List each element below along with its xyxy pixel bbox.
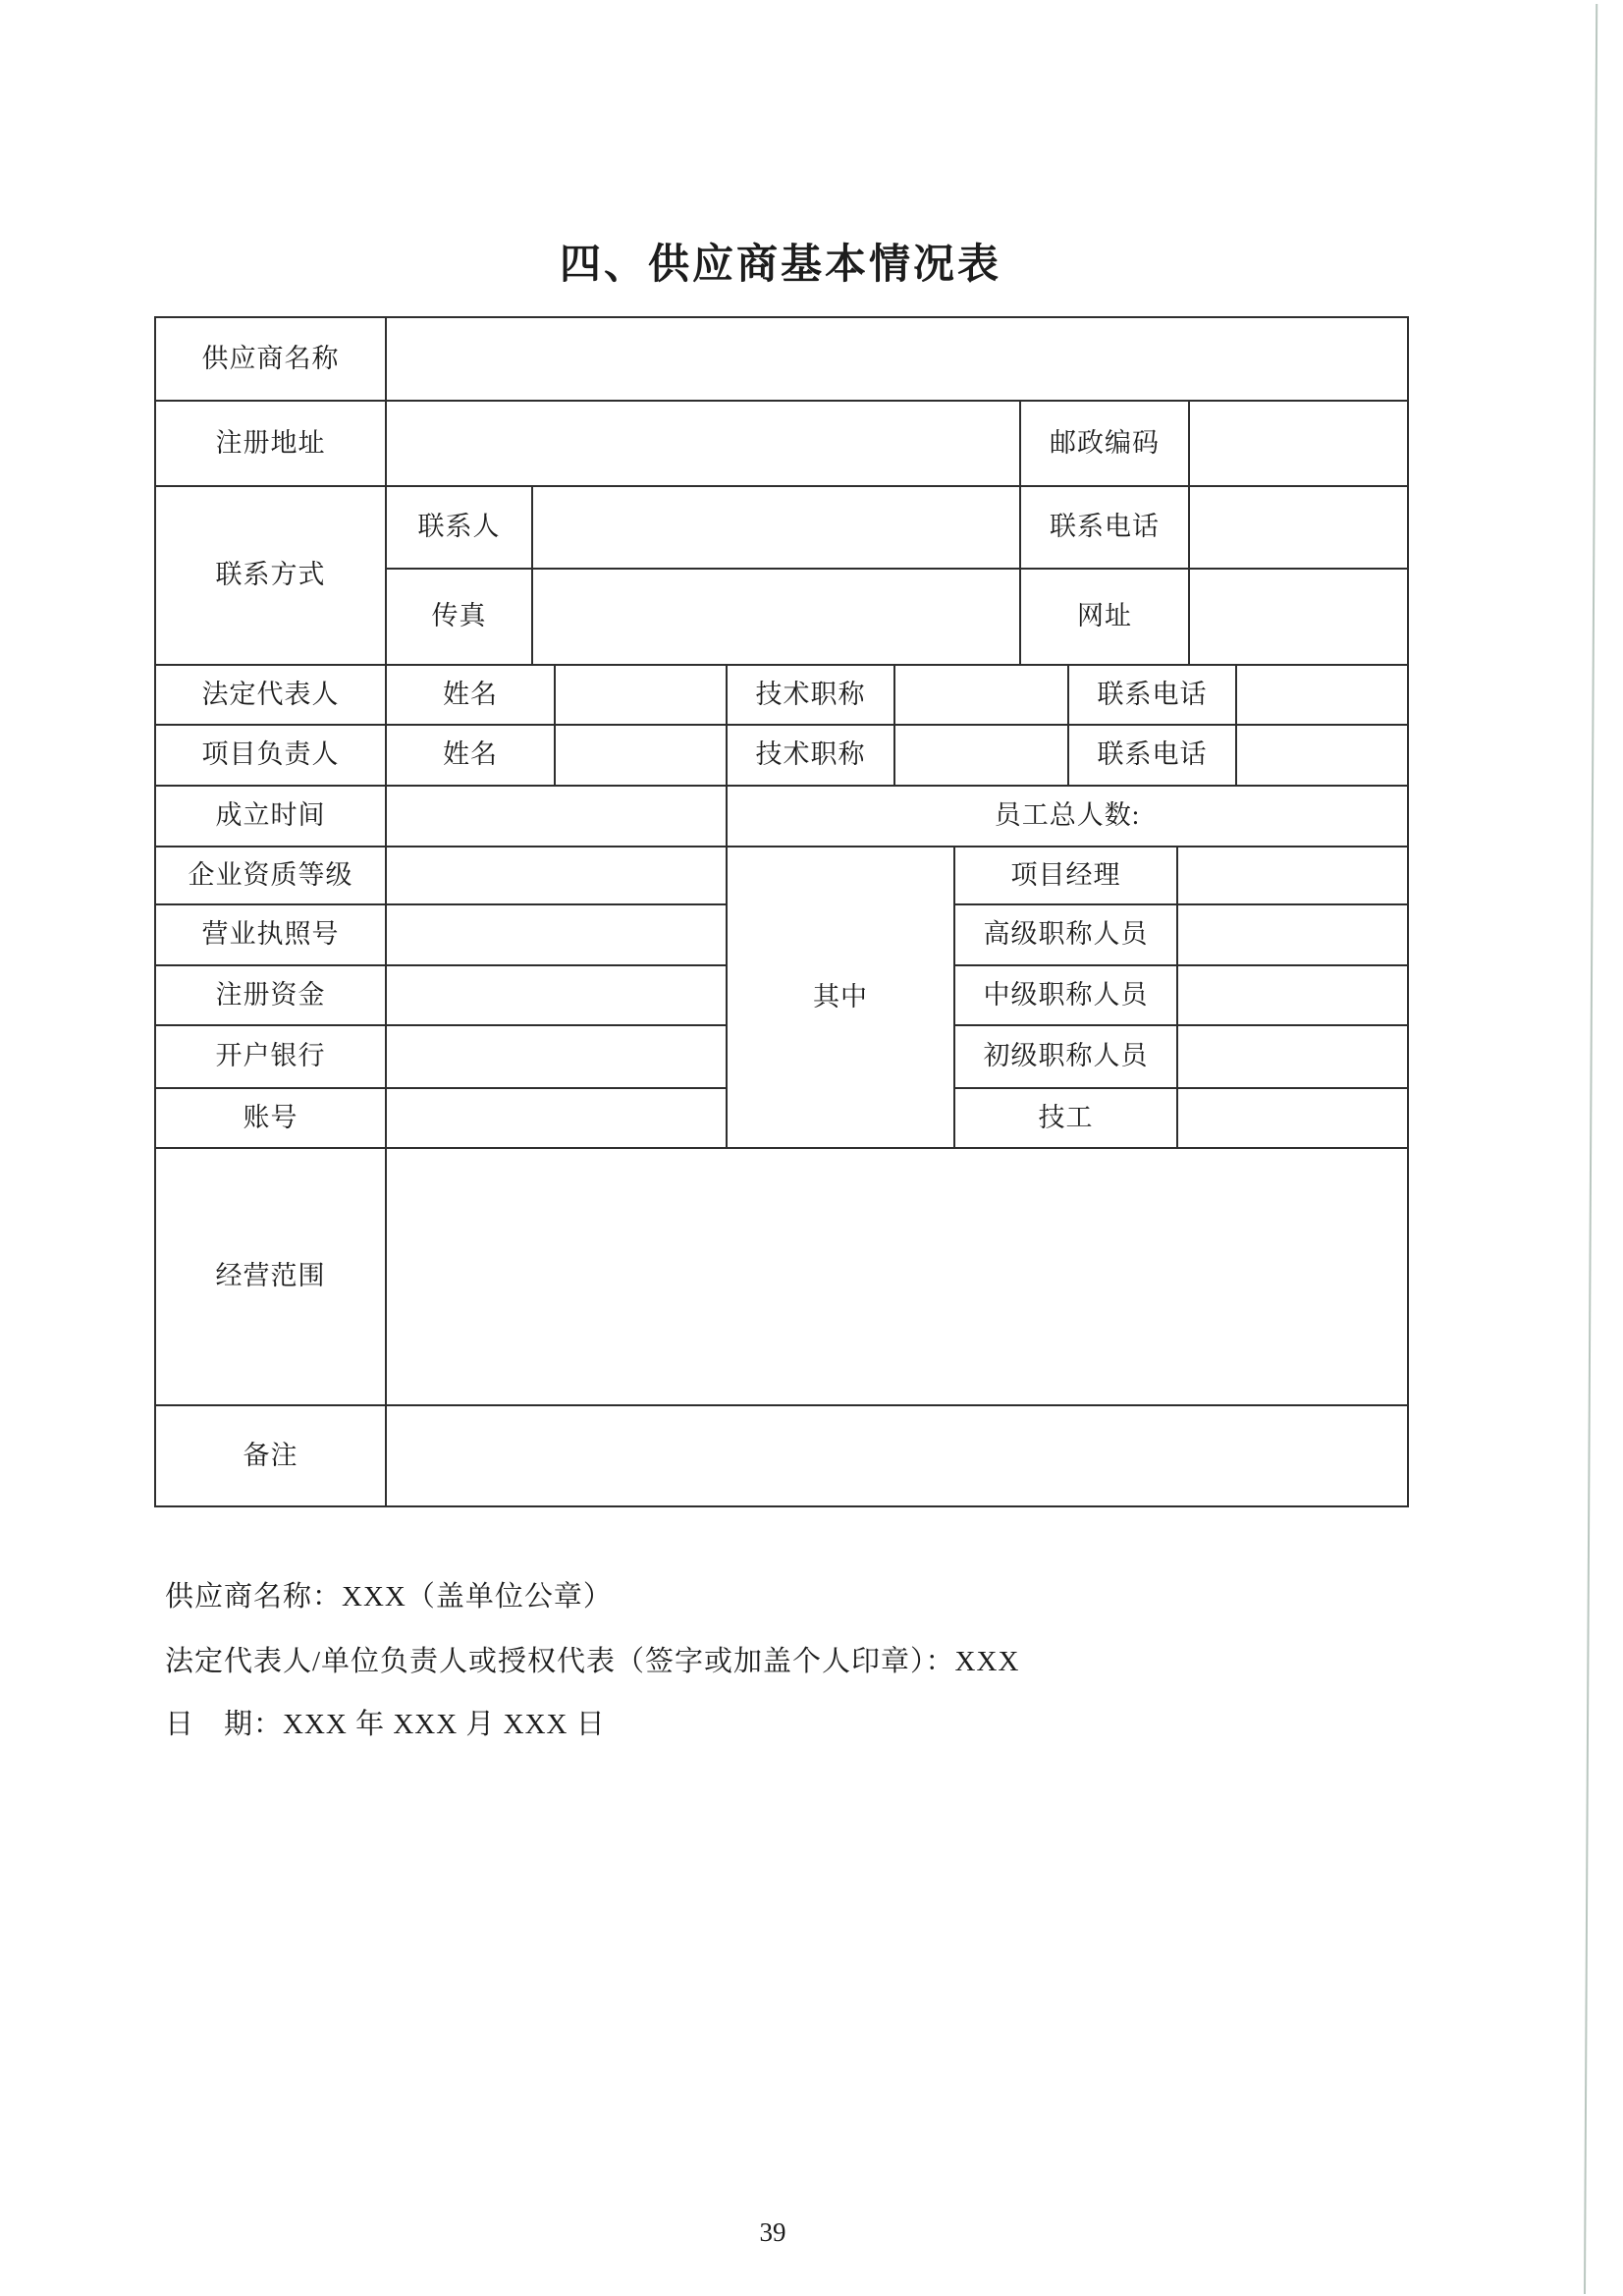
supplier-name-label: 供应商名称	[156, 318, 387, 402]
scan-artifact-line	[1584, 4, 1597, 2294]
registered-address-label: 注册地址	[156, 402, 387, 487]
among-which-label: 其中	[728, 847, 955, 1149]
supplier-name-value-cell	[387, 318, 1409, 402]
mid-title-staff-label: 中级职称人员	[955, 966, 1178, 1026]
fax-value-cell	[533, 570, 1021, 666]
bank-value-cell	[387, 1026, 728, 1089]
legal-rep-phone-label: 联系电话	[1069, 666, 1237, 726]
contact-phone-value-cell	[1190, 487, 1409, 570]
project-leader-title-value-cell	[895, 726, 1069, 787]
skilled-workers-value-cell	[1178, 1089, 1409, 1149]
enterprise-qualification-label: 企业资质等级	[156, 847, 387, 905]
account-no-label: 账号	[156, 1089, 387, 1149]
remarks-label: 备注	[156, 1406, 387, 1507]
legal-representative-label: 法定代表人	[156, 666, 387, 726]
page-number: 39	[759, 2217, 786, 2247]
page-title: 四、供应商基本情况表	[559, 243, 1001, 288]
project-leader-label: 项目负责人	[156, 726, 387, 787]
project-manager-count-value-cell	[1178, 847, 1409, 905]
website-label: 网址	[1021, 570, 1190, 666]
contact-person-value-cell	[533, 487, 1021, 570]
contact-person-label: 联系人	[387, 487, 533, 570]
postal-code-label: 邮政编码	[1021, 402, 1190, 487]
senior-title-staff-label: 高级职称人员	[955, 905, 1178, 966]
project-manager-count-label: 项目经理	[955, 847, 1178, 905]
legal-rep-phone-value-cell	[1237, 666, 1409, 726]
junior-title-staff-label: 初级职称人员	[955, 1026, 1178, 1089]
website-value-cell	[1190, 570, 1409, 666]
contact-phone-label: 联系电话	[1021, 487, 1190, 570]
junior-title-staff-value-cell	[1178, 1026, 1409, 1089]
postal-code-value-cell	[1190, 402, 1409, 487]
mid-title-staff-value-cell	[1178, 966, 1409, 1026]
senior-title-staff-value-cell	[1178, 905, 1409, 966]
project-leader-phone-value-cell	[1237, 726, 1409, 787]
contact-method-label: 联系方式	[156, 487, 387, 666]
established-date-label: 成立时间	[156, 787, 387, 847]
business-scope-label: 经营范围	[156, 1149, 387, 1406]
project-leader-title-label: 技术职称	[728, 726, 895, 787]
account-no-value-cell	[387, 1089, 728, 1149]
registered-capital-label: 注册资金	[156, 966, 387, 1026]
project-leader-phone-label: 联系电话	[1069, 726, 1237, 787]
legal-rep-title-value-cell	[895, 666, 1069, 726]
business-license-value-cell	[387, 905, 728, 966]
legal-rep-name-value-cell	[556, 666, 728, 726]
business-license-label: 营业执照号	[156, 905, 387, 966]
total-staff-label: 员工总人数:	[728, 787, 1409, 847]
bank-label: 开户银行	[156, 1026, 387, 1089]
remarks-value-cell	[387, 1406, 1409, 1507]
footer-supplier-name-line: 供应商名称：XXX（盖单位公章）	[165, 1581, 613, 1613]
skilled-workers-label: 技工	[955, 1089, 1178, 1149]
supplier-info-table	[154, 316, 1409, 1507]
project-leader-name-value-cell	[556, 726, 728, 787]
business-scope-value-cell	[387, 1149, 1409, 1406]
established-date-value-cell	[387, 787, 728, 847]
enterprise-qualification-value-cell	[387, 847, 728, 905]
fax-label: 传真	[387, 570, 533, 666]
footer-date-line: 日 期：XXX 年 XXX 月 XXX 日	[165, 1709, 606, 1740]
legal-rep-title-label: 技术职称	[728, 666, 895, 726]
project-leader-name-label: 姓名	[387, 726, 556, 787]
legal-rep-name-label: 姓名	[387, 666, 556, 726]
footer-legal-rep-line: 法定代表人/单位负责人或授权代表（签字或加盖个人印章）：XXX	[165, 1646, 1020, 1677]
registered-capital-value-cell	[387, 966, 728, 1026]
registered-address-value-cell	[387, 402, 1021, 487]
